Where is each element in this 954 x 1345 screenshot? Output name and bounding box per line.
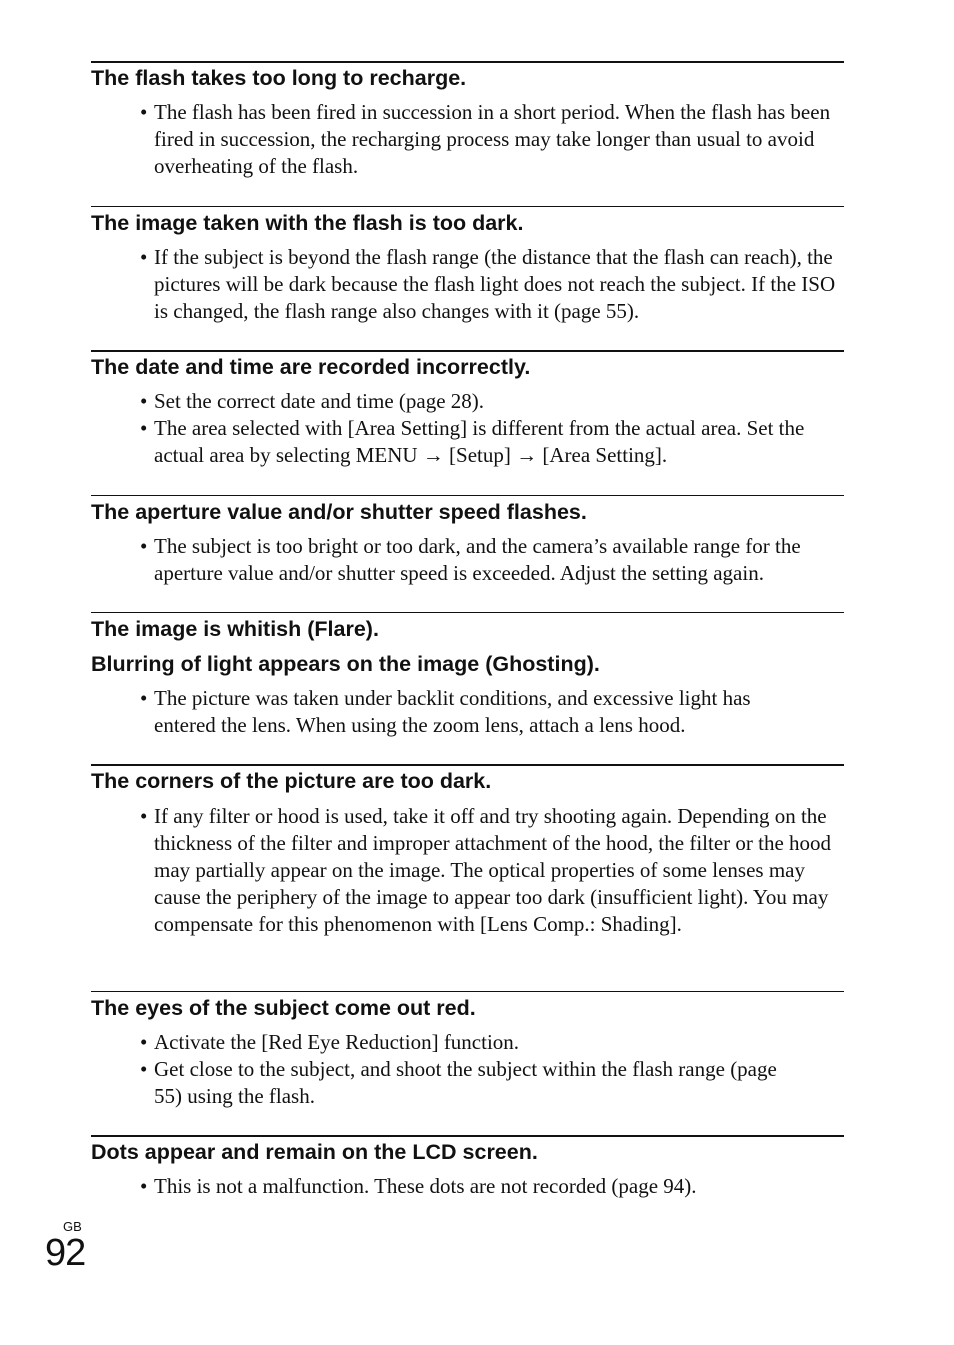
bullet-list [140,1029,840,1110]
bullet-item: • This is not a malfunction. These dots are not recorded (page 94). [140,1173,848,1200]
bullet-item: • If the subject is beyond the flash range (the distance that the flash can reach), the pictures will be dark because the flash light does not reach the subject. If the ISO is changed, the flash range also changes with it (page 55). [140,244,848,325]
section-rule [91,991,844,992]
section-subheading: Blurring of light appears on the image (Ghosting). [91,652,600,676]
bullet-list [140,1173,840,1200]
bullet-item: • Set the correct date and time (page 28). [140,388,848,415]
bullet-item: • Activate the [Red Eye Reduction] function. [140,1029,848,1056]
region-code: GB [63,1219,82,1234]
section-rule [91,350,844,352]
section-heading: Dots appear and remain on the LCD screen. [91,1140,538,1164]
bullet-item: • The flash has been fired in succession in a short period. When the flash has been fired in succession, the recharging process may take longer than usual to avoid overheating of the flash. [140,99,836,180]
section-rule [91,612,844,613]
section-heading: The image taken with the flash is too dark. [91,211,524,235]
bullet-list [140,685,840,739]
section-heading: The eyes of the subject come out red. [91,996,476,1020]
bullet-item: • The picture was taken under backlit conditions, and excessive light has entered the lens. When using the zoom lens, attach a lens hood. [140,685,814,739]
bullet-item: • Get close to the subject, and shoot the subject within the flash range (page 55) using the flash. [140,1056,782,1110]
section-rule [91,206,844,207]
section-heading: The image is whitish (Flare). [91,617,379,641]
section-heading: The aperture value and/or shutter speed flashes. [91,500,587,524]
bullet-list [140,99,840,180]
section-heading: The flash takes too long to recharge. [91,66,467,90]
section-rule [91,1135,844,1137]
bullet-item: • The area selected with [Area Setting] is different from the actual area. Set the actual area by selecting MENU → [Setup] → [Area Setting]. [140,415,848,469]
page-number: 92 [45,1232,86,1274]
section-rule [91,495,844,496]
bullet-list [140,803,840,938]
bullet-list [140,533,840,587]
section-heading: The corners of the picture are too dark. [91,769,492,793]
bullet-list [140,388,840,469]
section-rule [91,61,844,63]
section-rule [91,764,844,766]
bullet-item: • The subject is too bright or too dark, and the camera’s available range for the aperture value and/or shutter speed is exceeded. Adjust the setting again. [140,533,848,587]
bullet-item: • If any filter or hood is used, take it off and try shooting again. Depending on the thickness of the filter and improper attachment of the hood, the filter or the hood may partially appear on the image. The optical properties of some lenses may cause the periphery of the image to appear too dark (insufficient light). You may compensate for this phenomenon with [Lens Comp.: Shading]. [140,803,848,938]
bullet-list [140,244,840,325]
section-heading: The date and time are recorded incorrectly. [91,355,531,379]
